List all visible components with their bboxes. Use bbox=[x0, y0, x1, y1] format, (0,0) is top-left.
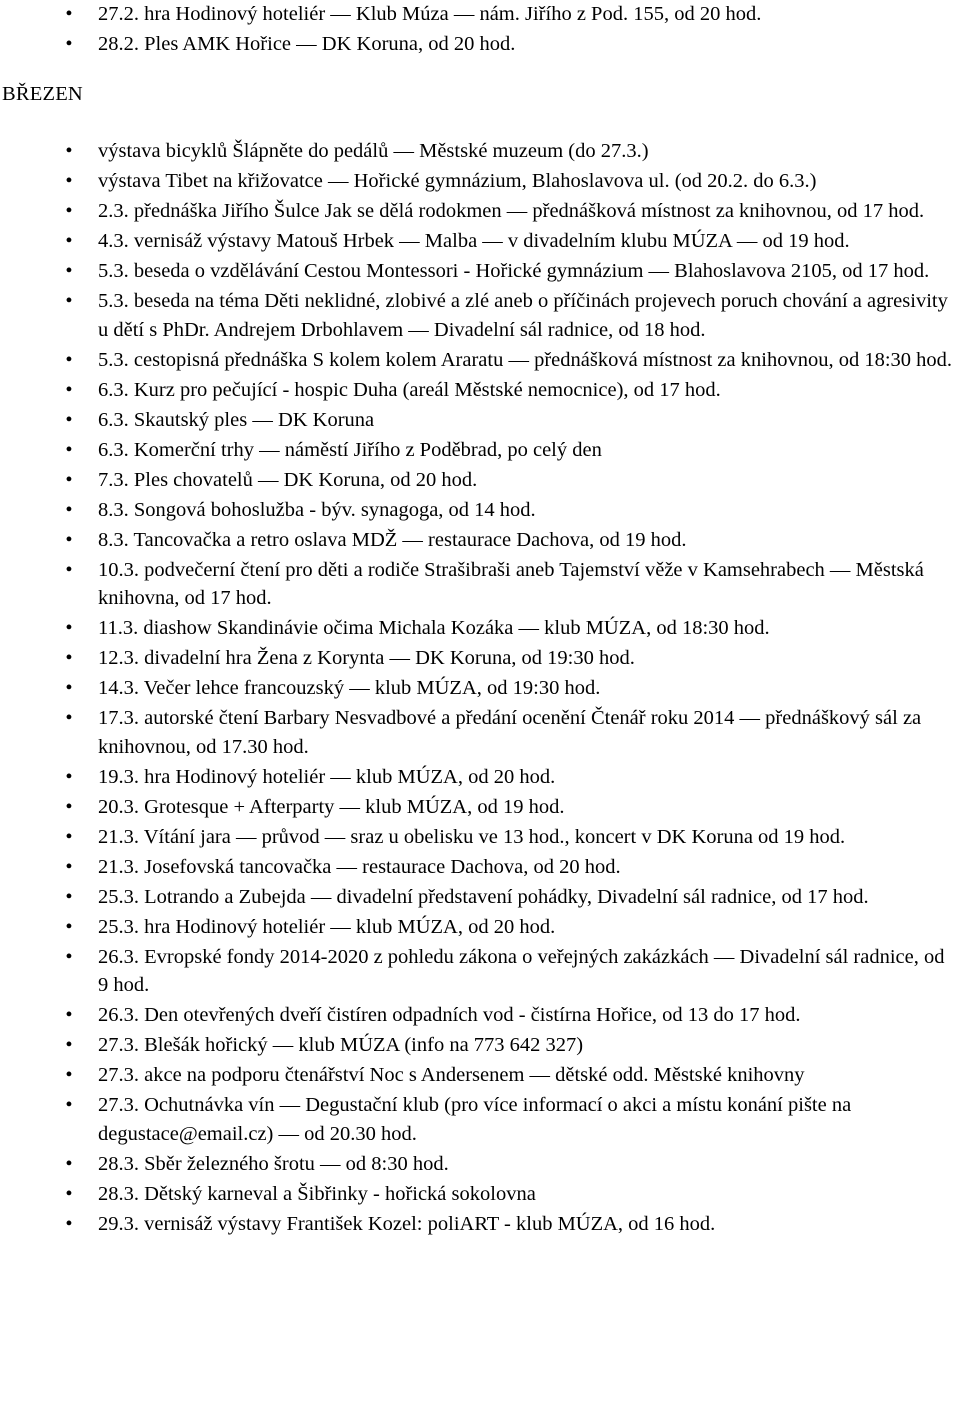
bullet-icon: • bbox=[65, 1034, 73, 1056]
event-text: 6.3. Komerční trhy — náměstí Jiřího z Poděbrad, po celý den bbox=[98, 438, 602, 461]
bullet-icon: • bbox=[65, 3, 73, 25]
list-item bbox=[0, 793, 960, 822]
bullet-icon: • bbox=[65, 408, 73, 431]
event-text: výstava bicyklů Šlápněte do pedálů — Městské muzeum (do 27.3.) bbox=[98, 140, 649, 162]
event-text: 12.3. divadelní hra Žena z Korynta — DK Koruna, od 19:30 hod. bbox=[98, 647, 635, 669]
list-item bbox=[0, 1180, 960, 1209]
bullet-icon: • bbox=[65, 558, 73, 581]
event-text: 25.3. Lotrando a Zubejda — divadelní představení pohádky, Divadelní sál radnice, od 17 hod. bbox=[98, 885, 869, 908]
event-text: 5.3. cestopisná přednáška S kolem kolem Araratu — přednášková místnost za knihovnou, od 18:30 hod. bbox=[98, 348, 953, 371]
bullet-icon: • bbox=[65, 707, 73, 729]
event-text: 28.3. Sběr železného šrotu — od 8:30 hod. bbox=[98, 1152, 449, 1175]
list-item bbox=[0, 1001, 960, 1030]
event-text: 21.3. Vítání jara — průvod — sraz u obelisku ve 13 hod., koncert v DK Koruna od 19 hod. bbox=[98, 825, 846, 848]
list-item bbox=[0, 1031, 960, 1060]
bullet-icon: • bbox=[65, 140, 73, 162]
list-item bbox=[0, 0, 960, 29]
list-item bbox=[0, 1061, 960, 1090]
march-event-list bbox=[0, 137, 960, 1240]
list-item bbox=[0, 1091, 960, 1148]
list-item bbox=[0, 704, 960, 761]
list-item bbox=[0, 823, 960, 852]
event-text: 27.3. akce na podporu čtenářství Noc s Andersenem — dětské odd. Městské knihovny bbox=[98, 1064, 805, 1086]
list-item bbox=[0, 763, 960, 792]
bullet-icon: • bbox=[65, 1064, 73, 1086]
bullet-icon: • bbox=[65, 170, 73, 192]
list-item bbox=[0, 436, 960, 465]
february-event-list bbox=[0, 0, 960, 60]
bullet-icon: • bbox=[65, 617, 73, 639]
list-item bbox=[0, 376, 960, 405]
event-text: 29.3. vernisáž výstavy František Kozel: poliART - klub MÚZA, od 16 hod. bbox=[98, 1212, 716, 1235]
list-item bbox=[0, 644, 960, 673]
list-item bbox=[0, 913, 960, 942]
bullet-icon: • bbox=[65, 438, 73, 461]
bullet-icon: • bbox=[65, 1094, 73, 1116]
list-item bbox=[0, 883, 960, 912]
event-text: 14.3. Večer lehce francouzský — klub MÚZA, od 19:30 hod. bbox=[98, 677, 601, 699]
event-text: 5.3. beseda o vzdělávání Cestou Montessori - Hořické gymnázium — Blahoslavova 2105, od 17 hod. bbox=[98, 260, 930, 282]
event-text: 26.3. Evropské fondy 2014-2020 z pohledu zákona o veřejných zakázkách — Divadelní sál radnice, od 9 hod. bbox=[98, 945, 945, 996]
month-heading: BŘEZEN bbox=[2, 83, 83, 105]
bullet-icon: • bbox=[65, 1152, 73, 1175]
bullet-icon: • bbox=[65, 33, 73, 55]
event-text: výstava Tibet na křižovatce — Hořické gymnázium, Blahoslavova ul. (od 20.2. do 6.3.) bbox=[98, 170, 817, 192]
list-item bbox=[0, 556, 960, 613]
list-item bbox=[0, 30, 960, 59]
bullet-icon: • bbox=[65, 677, 73, 699]
list-item bbox=[0, 526, 960, 555]
bullet-icon: • bbox=[65, 200, 73, 222]
bullet-icon: • bbox=[65, 1182, 73, 1205]
event-text: 28.2. Ples AMK Hořice — DK Koruna, od 20 hod. bbox=[98, 33, 516, 55]
bullet-icon: • bbox=[65, 230, 73, 252]
event-text: 27.2. hra Hodinový hoteliér — Klub Múza — nám. Jiřího z Pod. 155, od 20 hod. bbox=[98, 3, 762, 25]
event-text: 11.3. diashow Skandinávie očima Michala Kozáka — klub MÚZA, od 18:30 hod. bbox=[98, 617, 770, 639]
bullet-icon: • bbox=[65, 765, 73, 788]
event-text: 8.3. Tancovačka a retro oslava MDŽ — restaurace Dachova, od 19 hod. bbox=[98, 528, 687, 551]
list-item bbox=[0, 1210, 960, 1239]
list-item bbox=[0, 466, 960, 495]
bullet-icon: • bbox=[65, 260, 73, 282]
bullet-icon: • bbox=[65, 528, 73, 551]
event-text: 2.3. přednáška Jiřího Šulce Jak se dělá rodokmen — přednášková místnost za knihovnou, od 17 hod. bbox=[98, 200, 925, 222]
bullet-icon: • bbox=[65, 855, 73, 878]
list-item bbox=[0, 614, 960, 643]
event-text: 5.3. beseda na téma Děti neklidné, zlobivé a zlé aneb o příčinách projevech poruch chování a agresivity u dětí s PhDr. Andrejem Drbohlavem — Divadelní sál radnice, od 18 hod. bbox=[98, 290, 948, 341]
bullet-icon: • bbox=[65, 1212, 73, 1235]
list-item bbox=[0, 137, 960, 166]
bullet-icon: • bbox=[65, 885, 73, 908]
bullet-icon: • bbox=[65, 915, 73, 938]
bullet-icon: • bbox=[65, 290, 73, 312]
bullet-icon: • bbox=[65, 348, 73, 371]
event-text: 17.3. autorské čtení Barbary Nesvadbové a předání ocenění Čtenář roku 2014 — přednáškový sál za knihovnou, od 17.30 hod. bbox=[98, 707, 922, 758]
bullet-icon: • bbox=[65, 498, 73, 521]
list-item bbox=[0, 674, 960, 703]
event-text: 28.3. Dětský karneval a Šibřinky - hořická sokolovna bbox=[98, 1182, 536, 1205]
list-item bbox=[0, 853, 960, 882]
bullet-icon: • bbox=[65, 468, 73, 491]
list-item bbox=[0, 197, 960, 226]
event-text: 27.3. Blešák hořický — klub MÚZA (info na 773 642 327) bbox=[98, 1034, 584, 1056]
event-text: 21.3. Josefovská tancovačka — restaurace Dachova, od 20 hod. bbox=[98, 855, 621, 878]
list-item bbox=[0, 943, 960, 1000]
event-text: 20.3. Grotesque + Afterparty — klub MÚZA, od 19 hod. bbox=[98, 795, 565, 818]
bullet-icon: • bbox=[65, 378, 73, 401]
event-text: 10.3. podvečerní čtení pro děti a rodiče Strašibraši aneb Tajemství věže v Kamsehrabech — Městská knihovna, od 17 hod. bbox=[98, 558, 924, 609]
event-text: 6.3. Kurz pro pečující - hospic Duha (areál Městské nemocnice), od 17 hod. bbox=[98, 378, 721, 401]
event-text: 4.3. vernisáž výstavy Matouš Hrbek — Malba — v divadelním klubu MÚZA — od 19 hod. bbox=[98, 230, 850, 252]
event-text: 7.3. Ples chovatelů — DK Koruna, od 20 hod. bbox=[98, 468, 478, 491]
event-text: 27.3. Ochutnávka vín — Degustační klub (pro více informací o akci a místu konání pište na degustace@email.cz) — od 20.30 hod. bbox=[98, 1094, 852, 1145]
list-item bbox=[0, 257, 960, 286]
event-text: 26.3. Den otevřených dveří čistíren odpadních vod - čistírna Hořice, od 13 do 17 hod. bbox=[98, 1004, 801, 1026]
event-text: 6.3. Skautský ples — DK Koruna bbox=[98, 408, 375, 431]
list-item bbox=[0, 227, 960, 256]
list-item bbox=[0, 346, 960, 375]
event-text: 8.3. Songová bohoslužba - býv. synagoga, od 14 hod. bbox=[98, 498, 536, 521]
list-item bbox=[0, 287, 960, 344]
list-item bbox=[0, 167, 960, 196]
list-item bbox=[0, 1150, 960, 1179]
bullet-icon: • bbox=[65, 795, 73, 818]
list-item bbox=[0, 406, 960, 435]
event-text: 25.3. hra Hodinový hoteliér — klub MÚZA, od 20 hod. bbox=[98, 915, 556, 938]
bullet-icon: • bbox=[65, 1004, 73, 1026]
event-text: 19.3. hra Hodinový hoteliér — klub MÚZA, od 20 hod. bbox=[98, 765, 556, 788]
bullet-icon: • bbox=[65, 647, 73, 669]
bullet-icon: • bbox=[65, 945, 73, 968]
bullet-icon: • bbox=[65, 825, 73, 848]
list-item bbox=[0, 496, 960, 525]
